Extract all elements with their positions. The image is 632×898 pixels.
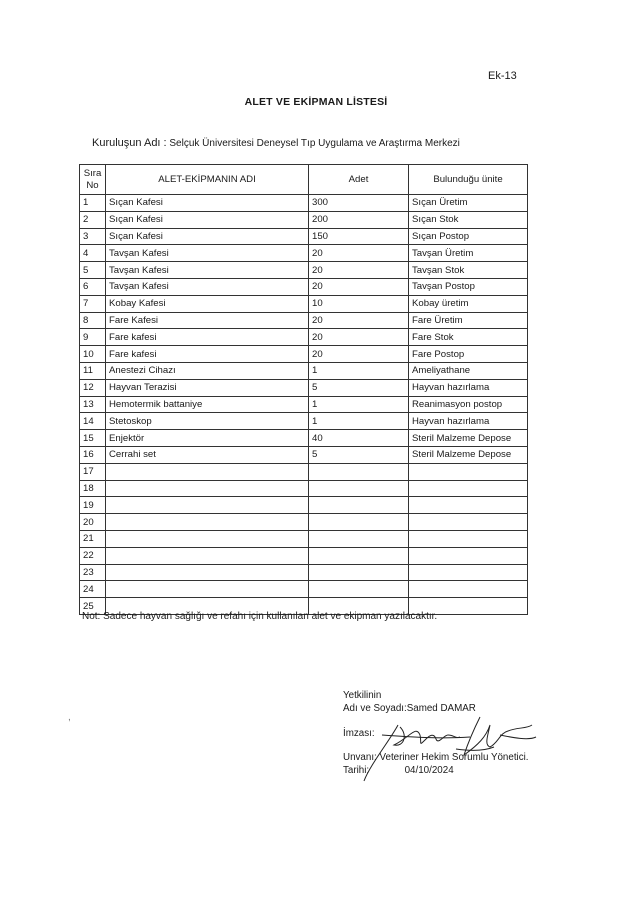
row-count xyxy=(309,497,409,514)
title-value: Veteriner Hekim Sorumlu Yönetici. xyxy=(379,752,529,763)
row-name: Fare Kafesi xyxy=(106,312,309,329)
table-row xyxy=(80,278,528,295)
row-no: 17 xyxy=(80,463,106,480)
row-name: Fare kafesi xyxy=(106,346,309,363)
row-no: 22 xyxy=(80,547,106,564)
row-count xyxy=(309,564,409,581)
equipment-table xyxy=(79,164,528,615)
row-count: 20 xyxy=(309,346,409,363)
row-unit xyxy=(409,564,528,581)
row-no: 5 xyxy=(80,262,106,279)
row-name: Tavşan Kafesi xyxy=(106,278,309,295)
title-label: Unvanı: xyxy=(343,752,377,763)
row-unit: Steril Malzeme Depose xyxy=(409,430,528,447)
row-no: 6 xyxy=(80,278,106,295)
row-name xyxy=(106,564,309,581)
row-unit: Steril Malzeme Depose xyxy=(409,446,528,463)
table-row xyxy=(80,228,528,245)
row-count: 20 xyxy=(309,312,409,329)
row-name xyxy=(106,497,309,514)
row-unit xyxy=(409,530,528,547)
row-no: 21 xyxy=(80,530,106,547)
table-row xyxy=(80,245,528,262)
row-no: 18 xyxy=(80,480,106,497)
handwritten-signature xyxy=(360,695,560,785)
row-unit xyxy=(409,463,528,480)
row-unit: Reanimasyon postop xyxy=(409,396,528,413)
row-unit: Sıçan Stok xyxy=(409,211,528,228)
table-row xyxy=(80,379,528,396)
row-count: 20 xyxy=(309,245,409,262)
row-unit: Tavşan Üretim xyxy=(409,245,528,262)
row-count: 1 xyxy=(309,413,409,430)
footnote: Not: Sadece hayvan sağlığı ve refahı için kullanılan alet ve ekipman yazılacaktır. xyxy=(82,611,438,622)
row-no: 25 xyxy=(80,598,106,615)
name-label: Adı ve Soyadı: xyxy=(343,703,407,714)
row-count: 5 xyxy=(309,379,409,396)
row-name xyxy=(106,463,309,480)
header-count: Adet xyxy=(309,165,409,195)
row-name: Tavşan Kafesi xyxy=(106,245,309,262)
row-unit: Fare Üretim xyxy=(409,312,528,329)
row-name: Sıçan Kafesi xyxy=(106,228,309,245)
row-unit xyxy=(409,514,528,531)
table-row xyxy=(80,463,528,480)
document-title: ALET VE EKİPMAN LİSTESİ xyxy=(244,96,388,108)
row-no: 15 xyxy=(80,430,106,447)
row-name: Hemotermik battaniye xyxy=(106,396,309,413)
stray-mark: , xyxy=(68,712,71,723)
row-no: 11 xyxy=(80,362,106,379)
table-row xyxy=(80,413,528,430)
date-value: 04/10/2024 xyxy=(404,765,454,776)
header-no: Sıra No xyxy=(80,165,106,195)
row-count: 20 xyxy=(309,329,409,346)
row-name xyxy=(106,547,309,564)
row-count: 1 xyxy=(309,396,409,413)
row-no: 12 xyxy=(80,379,106,396)
row-name: Stetoskop xyxy=(106,413,309,430)
row-unit: Hayvan hazırlama xyxy=(409,379,528,396)
row-unit xyxy=(409,480,528,497)
name-value: Samed DAMAR xyxy=(406,703,476,714)
row-no: 4 xyxy=(80,245,106,262)
row-count: 20 xyxy=(309,262,409,279)
row-count: 150 xyxy=(309,228,409,245)
row-count: 300 xyxy=(309,195,409,212)
table-row xyxy=(80,262,528,279)
row-no: 2 xyxy=(80,211,106,228)
row-unit: Sıçan Üretim xyxy=(409,195,528,212)
row-name: Enjektör xyxy=(106,430,309,447)
row-no: 14 xyxy=(80,413,106,430)
row-unit: Sıçan Postop xyxy=(409,228,528,245)
table-row xyxy=(80,446,528,463)
date-label: Tarihi: xyxy=(343,765,370,776)
table-header-row xyxy=(80,165,528,195)
table-row xyxy=(80,564,528,581)
row-name: Anestezi Cihazı xyxy=(106,362,309,379)
row-count xyxy=(309,530,409,547)
row-no: 16 xyxy=(80,446,106,463)
row-count: 200 xyxy=(309,211,409,228)
row-unit: Fare Stok xyxy=(409,329,528,346)
row-unit xyxy=(409,581,528,598)
row-count xyxy=(309,463,409,480)
table-row xyxy=(80,514,528,531)
organization-line xyxy=(92,137,460,149)
row-count: 40 xyxy=(309,430,409,447)
row-count: 1 xyxy=(309,362,409,379)
row-name: Tavşan Kafesi xyxy=(106,262,309,279)
row-name: Kobay Kafesi xyxy=(106,295,309,312)
table-row xyxy=(80,581,528,598)
row-no: 1 xyxy=(80,195,106,212)
organization-name: Selçuk Üniversitesi Deneysel Tıp Uygulama ve Araştırma Merkezi xyxy=(169,138,460,149)
row-name: Fare kafesi xyxy=(106,329,309,346)
table-row xyxy=(80,195,528,212)
row-count xyxy=(309,480,409,497)
row-no: 7 xyxy=(80,295,106,312)
row-unit: Ameliyathane xyxy=(409,362,528,379)
row-no: 19 xyxy=(80,497,106,514)
row-count: 20 xyxy=(309,278,409,295)
signature-heading: Yetkilinin xyxy=(343,690,382,701)
row-no: 9 xyxy=(80,329,106,346)
row-count xyxy=(309,547,409,564)
table-body xyxy=(80,195,528,615)
row-no: 3 xyxy=(80,228,106,245)
row-count xyxy=(309,581,409,598)
row-name xyxy=(106,480,309,497)
table-row xyxy=(80,362,528,379)
row-no: 24 xyxy=(80,581,106,598)
row-no: 20 xyxy=(80,514,106,531)
table-row xyxy=(80,211,528,228)
annex-label: Ek-13 xyxy=(488,70,517,82)
header-unit: Bulunduğu ünite xyxy=(409,165,528,195)
row-no: 23 xyxy=(80,564,106,581)
table-row xyxy=(80,346,528,363)
table-row xyxy=(80,312,528,329)
row-unit: Kobay üretim xyxy=(409,295,528,312)
row-no: 13 xyxy=(80,396,106,413)
row-count: 5 xyxy=(309,446,409,463)
row-count: 10 xyxy=(309,295,409,312)
row-no: 10 xyxy=(80,346,106,363)
organization-label: Kuruluşun Adı : xyxy=(92,137,167,149)
row-name: Cerrahi set xyxy=(106,446,309,463)
row-name: Hayvan Terazisi xyxy=(106,379,309,396)
table-row xyxy=(80,295,528,312)
row-unit: Tavşan Postop xyxy=(409,278,528,295)
row-no: 8 xyxy=(80,312,106,329)
table-row xyxy=(80,329,528,346)
table-row xyxy=(80,530,528,547)
table-row xyxy=(80,497,528,514)
row-count xyxy=(309,514,409,531)
signature-label: İmzası: xyxy=(343,728,375,739)
table-row xyxy=(80,547,528,564)
row-name xyxy=(106,530,309,547)
row-name xyxy=(106,514,309,531)
row-unit xyxy=(409,497,528,514)
row-name: Sıçan Kafesi xyxy=(106,195,309,212)
table-row xyxy=(80,396,528,413)
row-unit: Fare Postop xyxy=(409,346,528,363)
row-name: Sıçan Kafesi xyxy=(106,211,309,228)
row-unit: Tavşan Stok xyxy=(409,262,528,279)
row-unit: Hayvan hazırlama xyxy=(409,413,528,430)
row-unit xyxy=(409,547,528,564)
table-row xyxy=(80,480,528,497)
row-name xyxy=(106,581,309,598)
table-row xyxy=(80,430,528,447)
header-name: ALET-EKİPMANIN ADI xyxy=(106,165,309,195)
